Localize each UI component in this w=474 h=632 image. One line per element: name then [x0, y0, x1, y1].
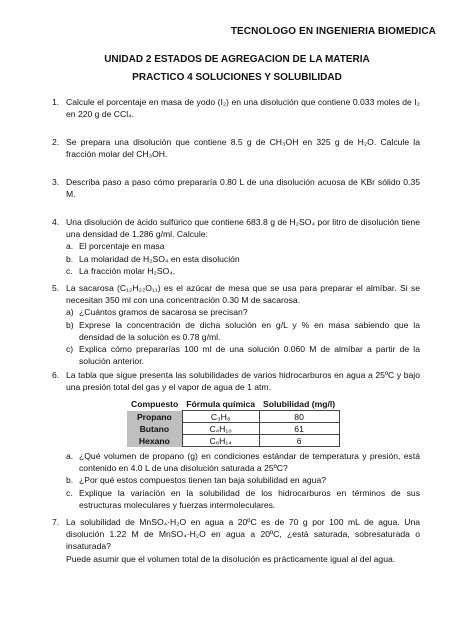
- institution-header: TECNOLOGO EN INGENIERIA BIOMEDICA: [230, 26, 436, 37]
- column-header: Solubilidad (mg/l): [263, 399, 336, 409]
- question-number: 4.: [52, 217, 60, 227]
- sub-item: [66, 319, 420, 343]
- sub-label: c.: [66, 265, 73, 276]
- question-number: 3.: [52, 177, 60, 187]
- question-3: [66, 176, 420, 200]
- table-row: [127, 435, 339, 447]
- unit-title: UNIDAD 2 ESTADOS DE AGREGACION DE LA MATERIA: [104, 54, 370, 65]
- question-2: [66, 136, 420, 160]
- sub-item: [66, 450, 420, 474]
- sub-item: [66, 306, 420, 318]
- table-header-row: [127, 398, 339, 411]
- sub-text: El porcentaje en masa: [79, 241, 165, 252]
- sub-item: [66, 253, 420, 265]
- question-number: 7.: [52, 517, 60, 527]
- sub-item: [66, 487, 420, 511]
- sub-item: [66, 240, 420, 252]
- sub-text: ¿Cuántos gramos de sacarosa se precisan?: [79, 307, 248, 318]
- question-text: La sacarosa (C₁₂H₂₂O₁₁) es el azúcar de mesa que se usa para preparar el almíbar. Si se necesitan 350 ml con una concentración 0.30 M de sacarosa.: [66, 283, 420, 306]
- compound-name: Butano: [127, 423, 182, 435]
- question-number: 5.: [52, 283, 60, 293]
- question-6: [66, 369, 420, 393]
- question-4: [66, 216, 420, 277]
- solubility-value: 6: [259, 435, 339, 447]
- chemical-formula: C₃H₈: [182, 411, 259, 423]
- column-header: Fórmula química: [186, 399, 256, 409]
- sub-text: Explica cómo prepararías 100 ml de una solución 0.060 M de almíbar a partir de la solución anterior.: [79, 344, 420, 367]
- table-row: [127, 423, 339, 435]
- question-7: [66, 516, 420, 565]
- question-6-subitems: [66, 450, 420, 511]
- sub-text: ¿Por qué estos compuestos tienen tan baja solubilidad en agua?: [79, 475, 326, 486]
- solubility-value: 80: [259, 411, 339, 423]
- question-text: Una disolución de ácido sulfúrico que contiene 683.8 g de H₂SO₄ por litro de disolución tiene una densidad de 1.286 g/ml. Calcule:: [66, 217, 420, 240]
- question-number: 2.: [52, 137, 60, 147]
- sub-text: Exprese la concentración de dicha solución en g/L y % en masa sabiendo que la densidad de la solución es 0.78 g/ml.: [79, 319, 420, 342]
- sub-label: a.: [66, 451, 74, 461]
- sub-label: c): [66, 344, 74, 355]
- sub-label: a): [66, 307, 74, 318]
- question-5: [66, 282, 420, 367]
- sub-item: [66, 343, 420, 367]
- sub-item: [66, 474, 420, 486]
- question-text: La tabla que sigue presenta las solubilidades de varios hidrocarburos en agua a 25ºC y bajo una presión total del gas y el vapor de agua de 1 atm.: [66, 370, 420, 393]
- practice-title: PRACTICO 4 SOLUCIONES Y SOLUBILIDAD: [132, 72, 342, 83]
- sub-label: b.: [66, 253, 74, 264]
- question-note: Puede asumir que el volumen total de la disolución es prácticamente igual al del agua.: [66, 553, 396, 564]
- sub-text: Explique la variación en la solubilidad de los hidrocarburos en términos de sus estructuras moleculares y fuerzas intermoleculares.: [79, 487, 420, 510]
- table-row: [127, 411, 339, 423]
- sub-label: c.: [66, 487, 73, 498]
- sub-item: [66, 265, 420, 277]
- compound-name: Propano: [127, 411, 182, 423]
- compound-name: Hexano: [127, 435, 182, 447]
- question-text: Se prepara una disolución que contiene 8.5 g de CH₃OH en 325 g de H₂O. Calcule la fracción molar del CH₃OH.: [66, 137, 420, 160]
- column-header: Compuesto: [131, 399, 179, 410]
- question-text: La solubilidad de MnSO₄·H₂O en agua a 20ºC es de 70 g por 100 mL de agua. Una disolución 1.22 M de MnSO₄·H₂O en agua a 20ºC, ¿está saturada, sobresaturada o insaturada?: [66, 517, 420, 552]
- chemical-formula: C₆H₁₄: [182, 435, 259, 447]
- sub-text: La molaridad de H₂SO₄ en esta disolución: [79, 253, 240, 264]
- question-1: [66, 96, 420, 120]
- sub-text: La fracción molar H₂SO₄.: [79, 265, 176, 276]
- question-text: Describa paso a paso cómo prepararía 0.80 L de una disolución acuosa de KBr sólido 0.35 M.: [66, 177, 420, 200]
- solubility-value: 61: [259, 423, 339, 435]
- question-number: 6.: [52, 370, 60, 380]
- solubility-table: [127, 398, 340, 447]
- sub-label: a.: [66, 241, 74, 252]
- question-text: Calcule el porcentaje en masa de yodo (I₂) en una disolución que contiene 0.033 moles de I₂ en 220 g de CCl₄.: [66, 97, 420, 120]
- question-number: 1.: [52, 97, 60, 107]
- sub-label: b.: [66, 475, 74, 486]
- chemical-formula: C₄H₁₀: [182, 423, 259, 435]
- sub-text: ¿Qué volumen de propano (g) en condiciones estándar de temperatura y presión, está contenido en 4.0 L de una disolución saturada a 25ºC?: [79, 451, 420, 474]
- sub-label: b): [66, 319, 74, 330]
